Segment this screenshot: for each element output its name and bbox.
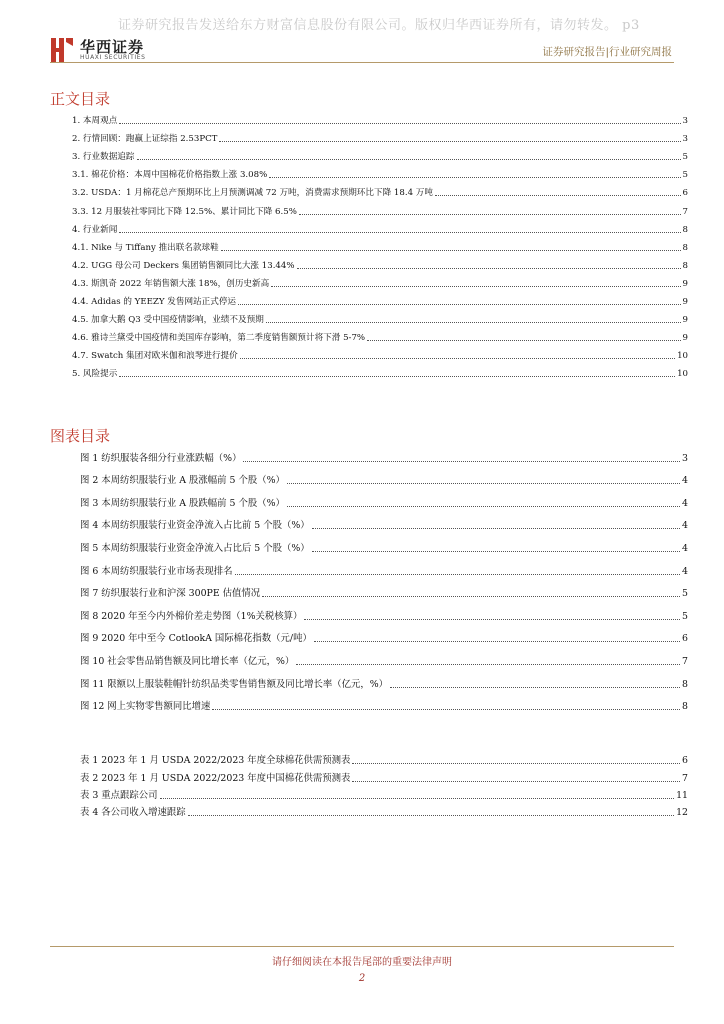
table-entry-text: 表 4 各公司收入增速跟踪 (80, 807, 186, 819)
dot-leader (221, 250, 681, 251)
toc-entry-page: 8 (682, 260, 688, 271)
figures-title: 图表目录 (50, 427, 111, 445)
toc-entry[interactable] (72, 326, 688, 344)
dot-leader (367, 340, 680, 341)
header-divider (50, 62, 674, 63)
toc-entry-page: 9 (682, 315, 688, 326)
toc-entry-text: 4.1. Nike 与 Tiffany 推出联名款球鞋 (72, 242, 219, 253)
dot-leader (269, 177, 680, 178)
toc-entry-text: 2. 行情回顾：跑赢上证综指 2.53PCT (72, 134, 218, 145)
toc-entry[interactable] (72, 344, 688, 362)
dot-leader (435, 195, 681, 196)
figure-entry-page: 7 (682, 655, 688, 667)
toc-entry[interactable] (72, 362, 688, 380)
dot-leader (287, 506, 680, 507)
toc-entry-text: 4.2. UGG 母公司 Deckers 集团销售额同比大涨 13.44% (72, 260, 295, 271)
toc-entry[interactable] (72, 254, 688, 272)
dot-leader (312, 551, 680, 552)
toc-entry[interactable] (72, 181, 688, 199)
figure-entry[interactable] (80, 442, 688, 465)
figure-entry[interactable] (80, 600, 688, 623)
toc-entry-text: 4. 行业新闻 (72, 224, 118, 235)
toc-entry-page: 8 (682, 242, 688, 253)
toc-title: 正文目录 (50, 90, 111, 108)
figure-entry-page: 5 (682, 610, 688, 622)
dot-leader (304, 619, 680, 620)
table-entry[interactable] (80, 785, 688, 802)
figure-entry-page: 8 (682, 678, 688, 690)
dot-leader (262, 596, 680, 597)
toc-entry[interactable] (72, 236, 688, 254)
toc-entry[interactable] (72, 109, 688, 127)
figure-entry-text: 图 9 2020 年中至今 CotlookA 国际棉花指数（元/吨） (80, 633, 312, 645)
table-entry[interactable] (80, 802, 688, 819)
toc-entry[interactable] (72, 272, 688, 290)
dot-leader (299, 214, 681, 215)
table-entry[interactable] (80, 767, 688, 784)
figure-entry-text: 图 3 本周纺织服装行业 A 股跌幅前 5 个股（%） (80, 497, 285, 509)
toc-entry[interactable] (72, 127, 688, 145)
dot-leader (297, 268, 681, 269)
figure-entry[interactable] (80, 487, 688, 510)
toc-entry-text: 3.2. USDA：1 月棉花总产预期环比上月预测调减 72 万吨，消费需求预期环比下降 18.4 万吨 (72, 188, 433, 199)
dot-leader (238, 304, 681, 305)
figure-entry[interactable] (80, 532, 688, 555)
dot-leader (243, 461, 680, 462)
dot-leader (119, 232, 680, 233)
figure-entry-text: 图 10 社会零售品销售额及同比增长率（亿元，%） (80, 655, 295, 667)
figure-entry[interactable] (80, 510, 688, 533)
toc-entry-text: 3.3. 12 月服装社零同比下降 12.5%、累计同比下降 6.5% (72, 206, 297, 217)
dot-leader (287, 483, 680, 484)
figure-entry-text: 图 2 本周纺织服装行业 A 股涨幅前 5 个股（%） (80, 475, 285, 487)
toc-entry-page: 5 (682, 152, 688, 163)
dot-leader (352, 763, 680, 764)
figure-entry-page: 4 (682, 475, 688, 487)
figure-entry-page: 4 (682, 542, 688, 554)
table-entry-text: 表 3 重点跟踪公司 (80, 789, 158, 801)
figures-list (80, 442, 688, 713)
toc-entry[interactable] (72, 290, 688, 308)
figure-entry[interactable] (80, 645, 688, 668)
watermark: 证券研究报告发送给东方财富信息股份有限公司。版权归华西证券所有，请勿转发。 p3 (118, 18, 640, 33)
dot-leader (296, 664, 680, 665)
dot-leader (212, 709, 680, 710)
logo-text-en: HUAXI SECURITIES (80, 54, 146, 61)
figure-entry-text: 图 1 纺织服装各细分行业涨跌幅（%） (80, 452, 242, 464)
toc-entry[interactable] (72, 163, 688, 181)
figure-entry[interactable] (80, 578, 688, 601)
dot-leader (160, 798, 675, 799)
figure-entry-text: 图 12 网上实物零售额同比增速 (80, 701, 211, 713)
toc-entry[interactable] (72, 308, 688, 326)
toc-list (72, 109, 688, 380)
huaxi-logo-icon (50, 36, 74, 64)
toc-entry-page: 9 (682, 297, 688, 308)
dot-leader (219, 141, 680, 142)
figure-entry-page: 5 (682, 588, 688, 600)
toc-entry-page: 9 (682, 278, 688, 289)
toc-entry-text: 5. 风险提示 (72, 369, 118, 380)
table-entry-page: 6 (682, 755, 688, 767)
toc-entry-text: 3.1. 棉花价格：本周中国棉花价格指数上涨 3.08% (72, 170, 268, 181)
logo-text-cn: 华西证券 (80, 38, 145, 56)
legal-notice: 请仔细阅读在本报告尾部的重要法律声明 (272, 957, 452, 968)
dot-leader (119, 123, 680, 124)
toc-entry-page: 10 (677, 351, 688, 362)
toc-entry-page: 10 (677, 369, 688, 380)
dot-leader (266, 322, 681, 323)
table-entry-text: 表 2 2023 年 1 月 USDA 2022/2023 年度中国棉花供需预测表 (80, 772, 351, 784)
tables-list (80, 750, 688, 819)
toc-entry-text: 4.7. Swatch 集团对欧米伽和浪琴进行提价 (72, 351, 238, 362)
figure-entry-page: 6 (682, 633, 688, 645)
dot-leader (119, 376, 675, 377)
table-entry-text: 表 1 2023 年 1 月 USDA 2022/2023 年度全球棉花供需预测表 (80, 755, 351, 767)
figure-entry-page: 4 (682, 520, 688, 532)
dot-leader (314, 641, 680, 642)
dot-leader (188, 815, 674, 816)
toc-entry-page: 6 (682, 188, 688, 199)
figure-entry-text: 图 11 限额以上服装鞋帽针纺织品类零售销售额及同比增长率（亿元，%） (80, 678, 389, 690)
toc-entry-page: 7 (682, 206, 688, 217)
toc-entry[interactable] (72, 145, 688, 163)
toc-entry-page: 3 (682, 116, 688, 127)
figure-entry-text: 图 8 2020 年至今内外棉价差走势图（1%关税核算） (80, 610, 303, 622)
toc-entry-page: 9 (682, 333, 688, 344)
toc-entry-text: 4.6. 雅诗兰黛受中国疫情和美国库存影响，第二季度销售额预计将下滑 5-7% (72, 333, 366, 344)
table-entry-page: 11 (676, 789, 688, 801)
figure-entry[interactable] (80, 691, 688, 714)
figure-entry-text: 图 6 本周纺织服装行业市场表现排名 (80, 565, 233, 577)
footer-divider (50, 946, 674, 947)
toc-entry[interactable] (72, 199, 688, 217)
report-type-label: 证券研究报告|行业研究周报 (542, 46, 672, 58)
toc-entry[interactable] (72, 218, 688, 236)
table-entry-page: 12 (676, 807, 688, 819)
table-entry[interactable] (80, 750, 688, 767)
figure-entry[interactable] (80, 668, 688, 691)
toc-entry-text: 4.3. 斯凯奇 2022 年销售额大涨 18%，创历史新高 (72, 278, 270, 289)
figure-entry-page: 3 (682, 452, 688, 464)
toc-entry-page: 5 (682, 170, 688, 181)
toc-entry-text: 3. 行业数据追踪 (72, 152, 135, 163)
figure-entry[interactable] (80, 623, 688, 646)
toc-entry-text: 4.4. Adidas 的 YEEZY 发售网站正式停运 (72, 297, 237, 308)
toc-entry-page: 8 (682, 224, 688, 235)
figure-entry-page: 4 (682, 565, 688, 577)
dot-leader (312, 528, 680, 529)
dot-leader (271, 286, 680, 287)
table-entry-page: 7 (682, 772, 688, 784)
dot-leader (137, 159, 681, 160)
figure-entry-text: 图 4 本周纺织服装行业资金净流入占比前 5 个股（%） (80, 520, 310, 532)
toc-entry-text: 1. 本周观点 (72, 116, 118, 127)
dot-leader (352, 781, 680, 782)
dot-leader (235, 574, 680, 575)
dot-leader (390, 687, 680, 688)
toc-entry-text: 4.5. 加拿大鹅 Q3 受中国疫情影响，业绩不及预期 (72, 315, 264, 326)
figure-entry[interactable] (80, 465, 688, 488)
figure-entry[interactable] (80, 555, 688, 578)
figure-entry-text: 图 7 纺织服装行业和沪深 300PE 估值情况 (80, 588, 261, 600)
page-number: 2 (358, 973, 366, 984)
figure-entry-page: 8 (682, 701, 688, 713)
dot-leader (240, 358, 675, 359)
toc-entry-page: 3 (682, 134, 688, 145)
figure-entry-text: 图 5 本周纺织服装行业资金净流入占比后 5 个股（%） (80, 542, 310, 554)
figure-entry-page: 4 (682, 497, 688, 509)
